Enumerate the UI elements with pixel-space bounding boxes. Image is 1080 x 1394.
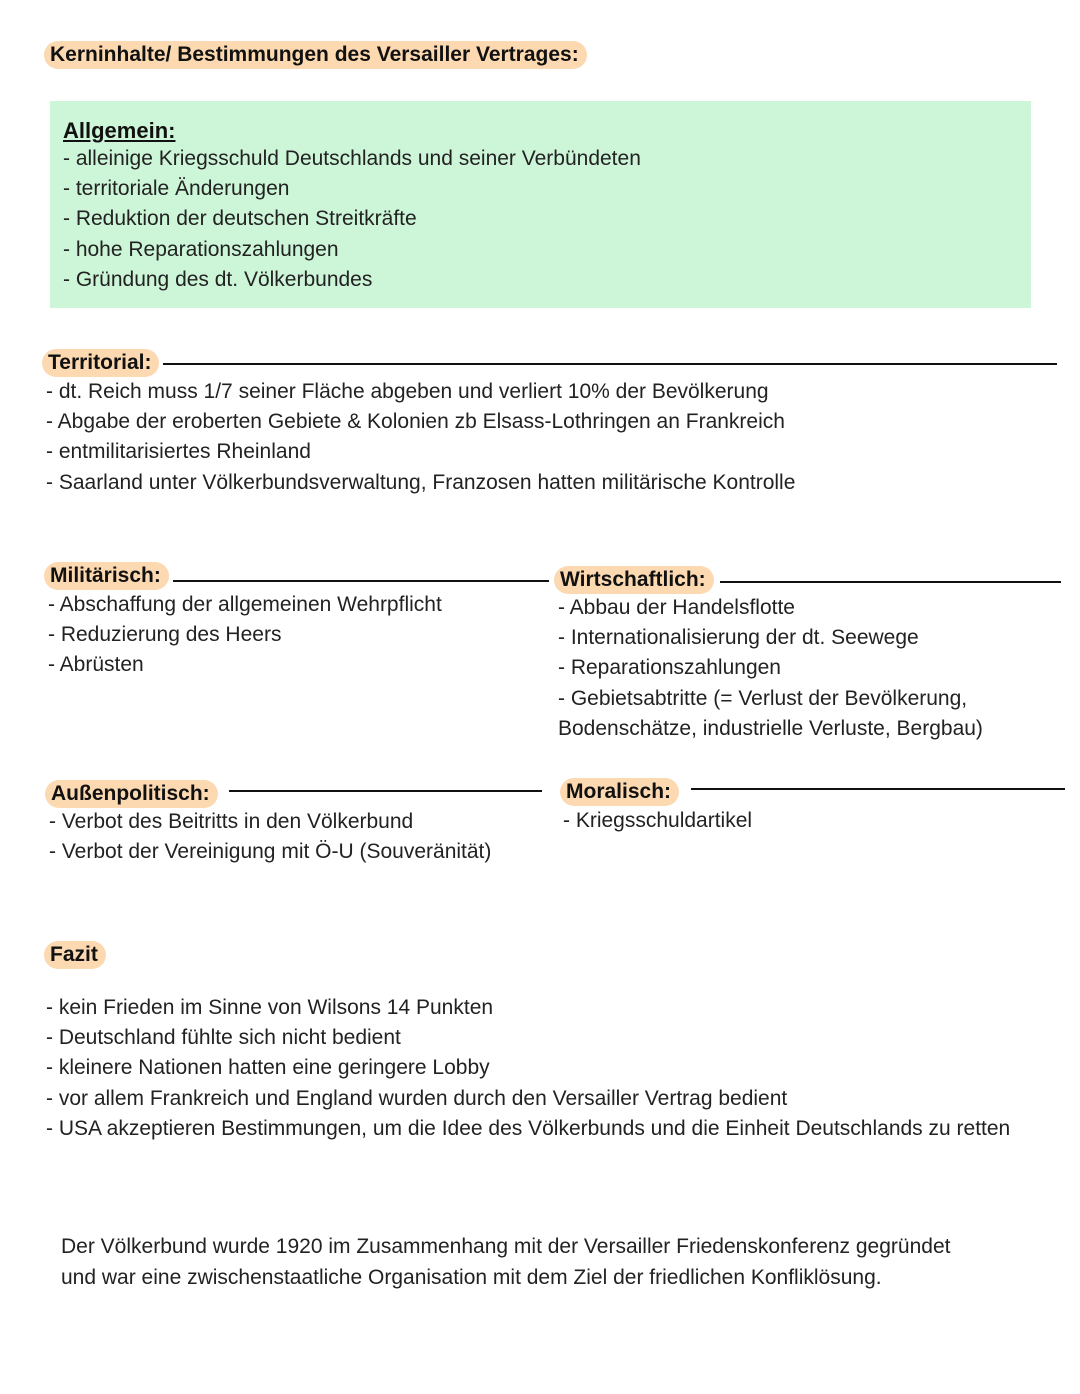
list-item: - USA akzeptieren Bestimmungen, um die Idee des Völkerbunds und die Einheit Deutschlands zu retten <box>46 1116 1011 1140</box>
list-item: - territoriale Änderungen <box>63 177 290 201</box>
list-item: - Abrüsten <box>48 653 144 677</box>
territorial-list <box>46 377 795 498</box>
list-item: - Deutschland fühlte sich nicht bedient <box>46 1026 401 1050</box>
list-item: - entmilitarisiertes Rheinland <box>46 440 311 464</box>
fazit-list <box>46 993 1010 1144</box>
moralisch-rule <box>691 788 1065 790</box>
list-item: - Gebietsabtritte (= Verlust der Bevölkerung, <box>558 686 968 710</box>
aussenpolitisch-rule <box>229 790 542 792</box>
list-item: - Internationalisierung der dt. Seewege <box>558 626 919 650</box>
moralisch-list <box>563 806 752 836</box>
aussenpolitisch-list <box>49 807 491 867</box>
list-item: - Verbot der Vereinigung mit Ö-U (Souveränität) <box>49 840 492 864</box>
list-item: - Reduzierung des Heers <box>48 623 282 647</box>
list-item: - dt. Reich muss 1/7 seiner Fläche abgeben und verliert 10% der Bevölkerung <box>46 380 769 403</box>
allgemein-box <box>50 101 1031 308</box>
list-item: - Saarland unter Völkerbundsverwaltung, Franzosen hatten militärische Kontrolle <box>46 470 796 494</box>
militaerisch-rule <box>173 580 549 582</box>
list-item: - Reparationszahlungen <box>558 656 781 680</box>
fazit-heading: Fazit <box>44 941 106 969</box>
page-title: Kerninhalte/ Bestimmungen des Versailler Vertrages: <box>44 41 587 69</box>
list-item: - Verbot des Beitritts in den Völkerbund <box>49 810 414 833</box>
list-item: - vor allem Frankreich und England wurden durch den Versailler Vertrag bedient <box>46 1086 788 1110</box>
territorial-rule <box>163 363 1057 365</box>
allgemein-list <box>63 144 641 295</box>
list-item: - Kriegsschuldartikel <box>563 809 753 832</box>
list-item: - Abbau der Handelsflotte <box>558 596 795 619</box>
list-item: - kleinere Nationen hatten eine geringere Lobby <box>46 1056 490 1080</box>
list-item: Bodenschätze, industrielle Verluste, Bergbau) <box>558 716 983 740</box>
aussenpolitisch-heading: Außenpolitisch: <box>45 780 218 808</box>
list-item: - Abschaffung der allgemeinen Wehrpflicht <box>48 593 442 616</box>
closing-line: und war eine zwischenstaatliche Organisation mit dem Ziel der friedlichen Konfliklösung. <box>61 1266 882 1289</box>
allgemein-heading: Allgemein: <box>63 118 176 143</box>
list-item: - hohe Reparationszahlungen <box>63 237 339 261</box>
list-item: - alleinige Kriegsschuld Deutschlands und seiner Verbündeten <box>63 147 641 170</box>
closing-paragraph <box>61 1231 950 1293</box>
wirtschaftlich-heading: Wirtschaftlich: <box>554 566 714 594</box>
territorial-heading: Territorial: <box>42 349 159 377</box>
wirtschaftlich-rule <box>720 581 1061 583</box>
list-item: - Reduktion der deutschen Streitkräfte <box>63 207 417 231</box>
list-item: - Abgabe der eroberten Gebiete & Kolonien zb Elsass-Lothringen an Frankreich <box>46 410 785 434</box>
list-item: - kein Frieden im Sinne von Wilsons 14 Punkten <box>46 996 494 1019</box>
militaerisch-heading: Militärisch: <box>44 562 169 590</box>
closing-line: Der Völkerbund wurde 1920 im Zusammenhang mit der Versailler Friedenskonferenz gegründet <box>61 1235 951 1258</box>
wirtschaftlich-list <box>558 593 983 744</box>
list-item: - Gründung des dt. Völkerbundes <box>63 267 373 291</box>
militaerisch-list <box>48 590 442 681</box>
moralisch-heading: Moralisch: <box>560 778 679 806</box>
